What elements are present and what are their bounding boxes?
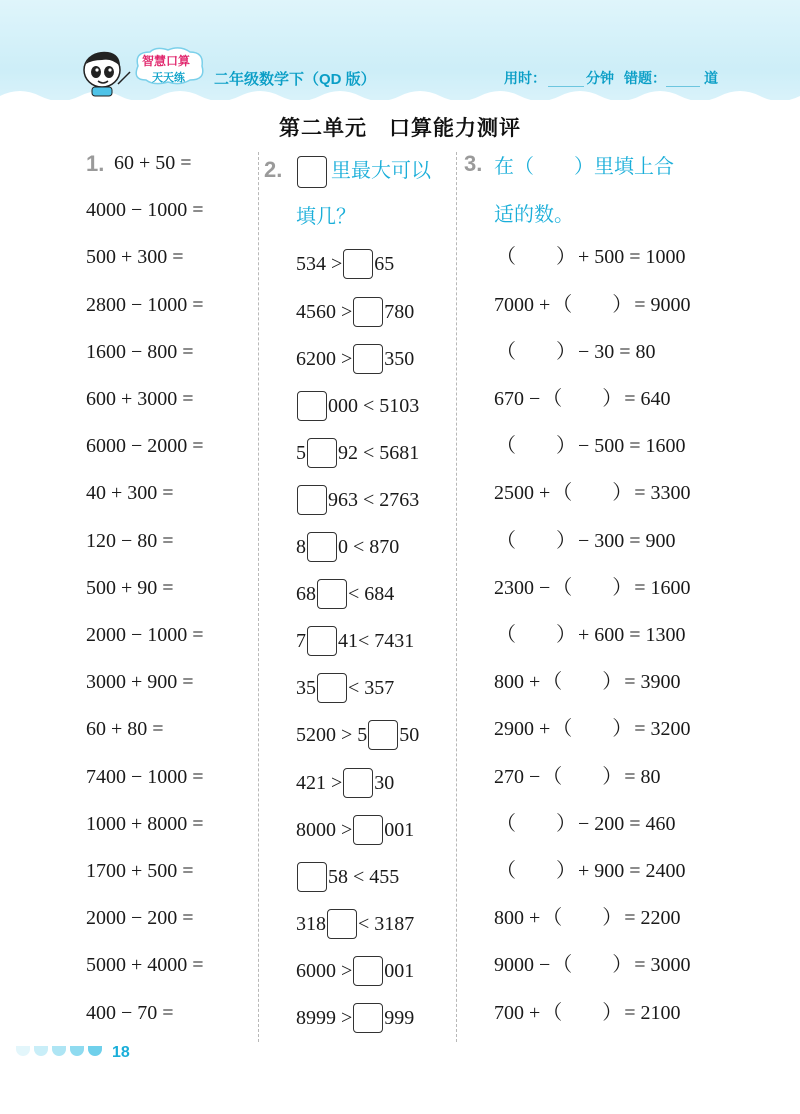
equation-row: 1600 − 800 = — [86, 340, 194, 363]
answer-blank[interactable]: （ ） — [552, 718, 633, 741]
fill-blank-row — [494, 524, 676, 554]
answer-box[interactable] — [307, 438, 337, 468]
compare-right-text: < 3187 — [358, 912, 415, 935]
answer-blank[interactable]: （ ） — [496, 812, 576, 835]
fill-blank-row — [494, 807, 676, 837]
compare-right-text: 963 < 2763 — [328, 488, 420, 511]
equation-row: 500 + 300 = — [86, 246, 184, 269]
equation-row: 500 + 90 = — [86, 576, 174, 599]
compare-right-text: 50 — [399, 724, 420, 747]
equation-row: 4000 − 1000 = — [86, 199, 204, 222]
digit-compare-row — [296, 1002, 414, 1032]
digit-compare-row — [296, 295, 414, 325]
fill-blank-row — [494, 288, 691, 318]
digit-compare-row — [296, 578, 394, 608]
column-divider-2 — [456, 152, 457, 1042]
equation-row: 400 − 70 = — [86, 1001, 174, 1024]
section-2-number: 2. — [264, 157, 283, 182]
answer-blank[interactable]: （ ） — [496, 246, 576, 269]
answer-box[interactable] — [343, 768, 373, 798]
answer-box[interactable] — [353, 815, 383, 845]
digit-compare-row — [296, 907, 414, 937]
minute-label: 分钟 — [586, 70, 614, 86]
answer-box[interactable] — [297, 485, 327, 515]
time-label: 用时： — [504, 70, 546, 86]
compare-right-text: 780 — [384, 300, 415, 323]
fill-blank-row — [494, 383, 671, 413]
digit-compare-row — [296, 672, 394, 702]
subject-label: 二年级数学下（QD 版） — [214, 71, 376, 88]
digit-compare-row — [296, 436, 419, 466]
equation-left-text: 9000 − — [494, 954, 551, 977]
compare-left-text: 8 — [296, 536, 306, 558]
equation-right-text: − 300 = 900 — [578, 529, 676, 552]
brand-title: 智慧口算 — [142, 54, 191, 68]
answer-box[interactable] — [297, 156, 327, 188]
fill-blank-row — [494, 902, 681, 932]
answer-blank[interactable]: （ ） — [552, 482, 633, 505]
fill-blank-row — [494, 996, 681, 1026]
error-label: 错题： — [624, 70, 666, 86]
footer-dot — [16, 1046, 30, 1056]
compare-right-text: 58 < 455 — [328, 865, 400, 888]
answer-box[interactable] — [307, 626, 337, 656]
fill-blank-row — [494, 949, 691, 979]
compare-right-text: < 684 — [348, 583, 395, 606]
digit-compare-row — [296, 389, 419, 419]
footer-dot — [52, 1046, 66, 1056]
digit-compare-row — [296, 813, 414, 843]
answer-box[interactable] — [317, 673, 347, 703]
compare-right-text: < 357 — [348, 677, 395, 700]
compare-left-text: 5200 > 5 — [296, 724, 368, 747]
compare-left-text: 35 — [296, 677, 316, 700]
compare-left-text: 8000 > — [296, 818, 353, 841]
equation-right-text: = 3200 — [634, 718, 691, 741]
section-2-heading-text: 里最大可以 — [331, 158, 431, 182]
equation-right-text: = 1600 — [634, 576, 691, 599]
digit-compare-row — [296, 625, 414, 655]
equation-right-text: − 30 = 80 — [578, 340, 656, 363]
page-title: 第二单元 口算能力测评 — [279, 116, 521, 140]
equation-right-text: − 500 = 1600 — [578, 435, 686, 458]
compare-left-text: 4560 > — [296, 300, 353, 323]
equation-right-text: = 9000 — [634, 293, 691, 316]
answer-box[interactable] — [368, 720, 398, 750]
answer-blank[interactable]: （ ） — [496, 435, 576, 458]
digit-compare-row — [296, 484, 419, 514]
answer-box[interactable] — [353, 1003, 383, 1033]
mascot-icon — [78, 46, 134, 98]
equation-row: 2000 − 200 = — [86, 907, 194, 930]
footer-dot — [88, 1046, 102, 1056]
section-3-number: 3. — [464, 151, 483, 176]
compare-right-text: 92 < 5681 — [338, 441, 420, 464]
fill-blank-row — [494, 335, 656, 365]
equation-right-text: = 2100 — [624, 1001, 681, 1024]
equation-row: 600 + 3000 = — [86, 388, 194, 410]
fill-blank-row — [494, 571, 691, 601]
digit-compare-row — [296, 248, 394, 278]
compare-right-text: 41< 7431 — [338, 630, 415, 653]
answer-blank[interactable]: （ ） — [552, 293, 633, 316]
answer-blank[interactable]: （ ） — [496, 340, 576, 363]
compare-right-text: 001 — [384, 818, 415, 841]
equation-left-text: 7000 + — [494, 293, 551, 316]
equation-row: 60 + 80 = — [86, 718, 164, 741]
answer-blank[interactable]: （ ） — [496, 860, 576, 882]
answer-box[interactable] — [297, 391, 327, 421]
answer-blank[interactable]: （ ） — [496, 624, 576, 646]
equation-row: 2000 − 1000 = — [86, 624, 204, 646]
equation-left-text: 2900 + — [494, 718, 551, 741]
equation-right-text: = 3000 — [634, 954, 691, 977]
equation-right-text: + 500 = 1000 — [578, 246, 686, 269]
compare-left-text: 68 — [296, 583, 316, 606]
compare-left-text: 8999 > — [296, 1007, 353, 1029]
section-3-heading-line2: 适的数。 — [494, 202, 574, 226]
answer-box[interactable] — [353, 344, 383, 374]
equation-row: 7400 − 1000 = — [86, 765, 204, 788]
equation-row: 60 + 50 = — [114, 152, 192, 174]
compare-left-text: 6200 > — [296, 347, 353, 370]
answer-blank[interactable]: （ ） — [552, 954, 633, 977]
digit-compare-row — [296, 342, 414, 372]
equation-right-text: − 200 = 460 — [578, 812, 676, 835]
question-unit-label: 道 — [704, 70, 718, 86]
fill-blank-row — [494, 477, 691, 507]
answer-box[interactable] — [307, 532, 337, 562]
compare-right-text: 65 — [374, 253, 395, 276]
equation-right-text: + 900 = 2400 — [578, 860, 686, 882]
equation-left-text: 2300 − — [494, 576, 551, 599]
compare-right-text: 30 — [374, 771, 395, 794]
page-number: 18 — [112, 1044, 130, 1061]
answer-blank[interactable]: （ ） — [496, 529, 576, 552]
equation-row: 1700 + 500 = — [86, 860, 194, 882]
section-1-number: 1. — [86, 151, 105, 176]
compare-left-text: 5 — [296, 441, 306, 464]
compare-left-text: 7 — [296, 630, 306, 653]
equation-left-text: 270 − — [494, 765, 541, 788]
digit-compare-row — [296, 766, 394, 796]
compare-left-text: 421 > — [296, 771, 343, 794]
equation-left-text: 800 + — [494, 671, 541, 694]
error-blank — [666, 86, 700, 87]
equation-row: 2800 − 1000 = — [86, 293, 204, 316]
answer-blank[interactable]: （ ） — [542, 1001, 623, 1024]
section-2-heading — [296, 154, 431, 188]
equation-row: 120 − 80 = — [86, 529, 174, 552]
digit-compare-row — [296, 955, 414, 985]
equation-right-text: = 640 — [624, 388, 671, 410]
section-2-heading-line2: 填几？ — [296, 204, 356, 228]
answer-blank[interactable]: （ ） — [542, 388, 623, 410]
compare-left-text: 318 — [296, 912, 326, 935]
equation-row: 5000 + 4000 = — [86, 954, 204, 977]
fill-blank-row — [494, 666, 681, 696]
digit-compare-row — [296, 719, 419, 749]
answer-box[interactable] — [353, 956, 383, 986]
answer-box[interactable] — [343, 249, 373, 279]
answer-box[interactable] — [353, 297, 383, 327]
equation-right-text: = 80 — [624, 765, 661, 788]
equation-left-text: 700 + — [494, 1001, 541, 1024]
compare-left-text: 6000 > — [296, 959, 353, 982]
equation-right-text: = 3300 — [634, 482, 691, 505]
fill-blank-row — [494, 619, 686, 649]
equation-row: 6000 − 2000 = — [86, 435, 204, 458]
digit-compare-row — [296, 531, 399, 561]
fill-blank-row — [494, 855, 686, 885]
compare-right-text: 350 — [384, 347, 415, 370]
equation-row: 1000 + 8000 = — [86, 812, 204, 835]
answer-box[interactable] — [297, 862, 327, 892]
compare-right-text: 999 — [384, 1007, 415, 1029]
digit-compare-row — [296, 860, 399, 890]
equation-right-text: = 3900 — [624, 671, 681, 694]
equation-right-text: + 600 = 1300 — [578, 624, 686, 646]
fill-blank-row — [494, 713, 691, 743]
brand-subtitle: 天天练 — [152, 72, 185, 84]
answer-blank[interactable]: （ ） — [552, 576, 633, 599]
column-divider-1 — [258, 152, 259, 1042]
answer-blank[interactable]: （ ） — [542, 765, 623, 788]
compare-right-text: 0 < 870 — [338, 536, 400, 558]
fill-blank-row — [494, 241, 686, 271]
equation-row: 3000 + 900 = — [86, 671, 194, 694]
compare-right-text: 000 < 5103 — [328, 394, 420, 417]
footer-dot — [34, 1046, 48, 1056]
section-3-heading: 在（ ）里填上合 — [494, 154, 674, 178]
equation-left-text: 800 + — [494, 907, 541, 930]
answer-blank[interactable]: （ ） — [542, 671, 623, 694]
equation-row: 40 + 300 = — [86, 482, 174, 505]
compare-left-text: 534 > — [296, 253, 343, 276]
footer-dot — [70, 1046, 84, 1056]
time-blank — [548, 86, 584, 87]
compare-right-text: 001 — [384, 959, 415, 982]
equation-left-text: 2500 + — [494, 482, 551, 505]
equation-left-text: 670 − — [494, 388, 541, 410]
fill-blank-row — [494, 760, 661, 790]
answer-box[interactable] — [317, 579, 347, 609]
equation-right-text: = 2200 — [624, 907, 681, 930]
fill-blank-row — [494, 430, 686, 460]
answer-box[interactable] — [327, 909, 357, 939]
answer-blank[interactable]: （ ） — [542, 907, 623, 930]
